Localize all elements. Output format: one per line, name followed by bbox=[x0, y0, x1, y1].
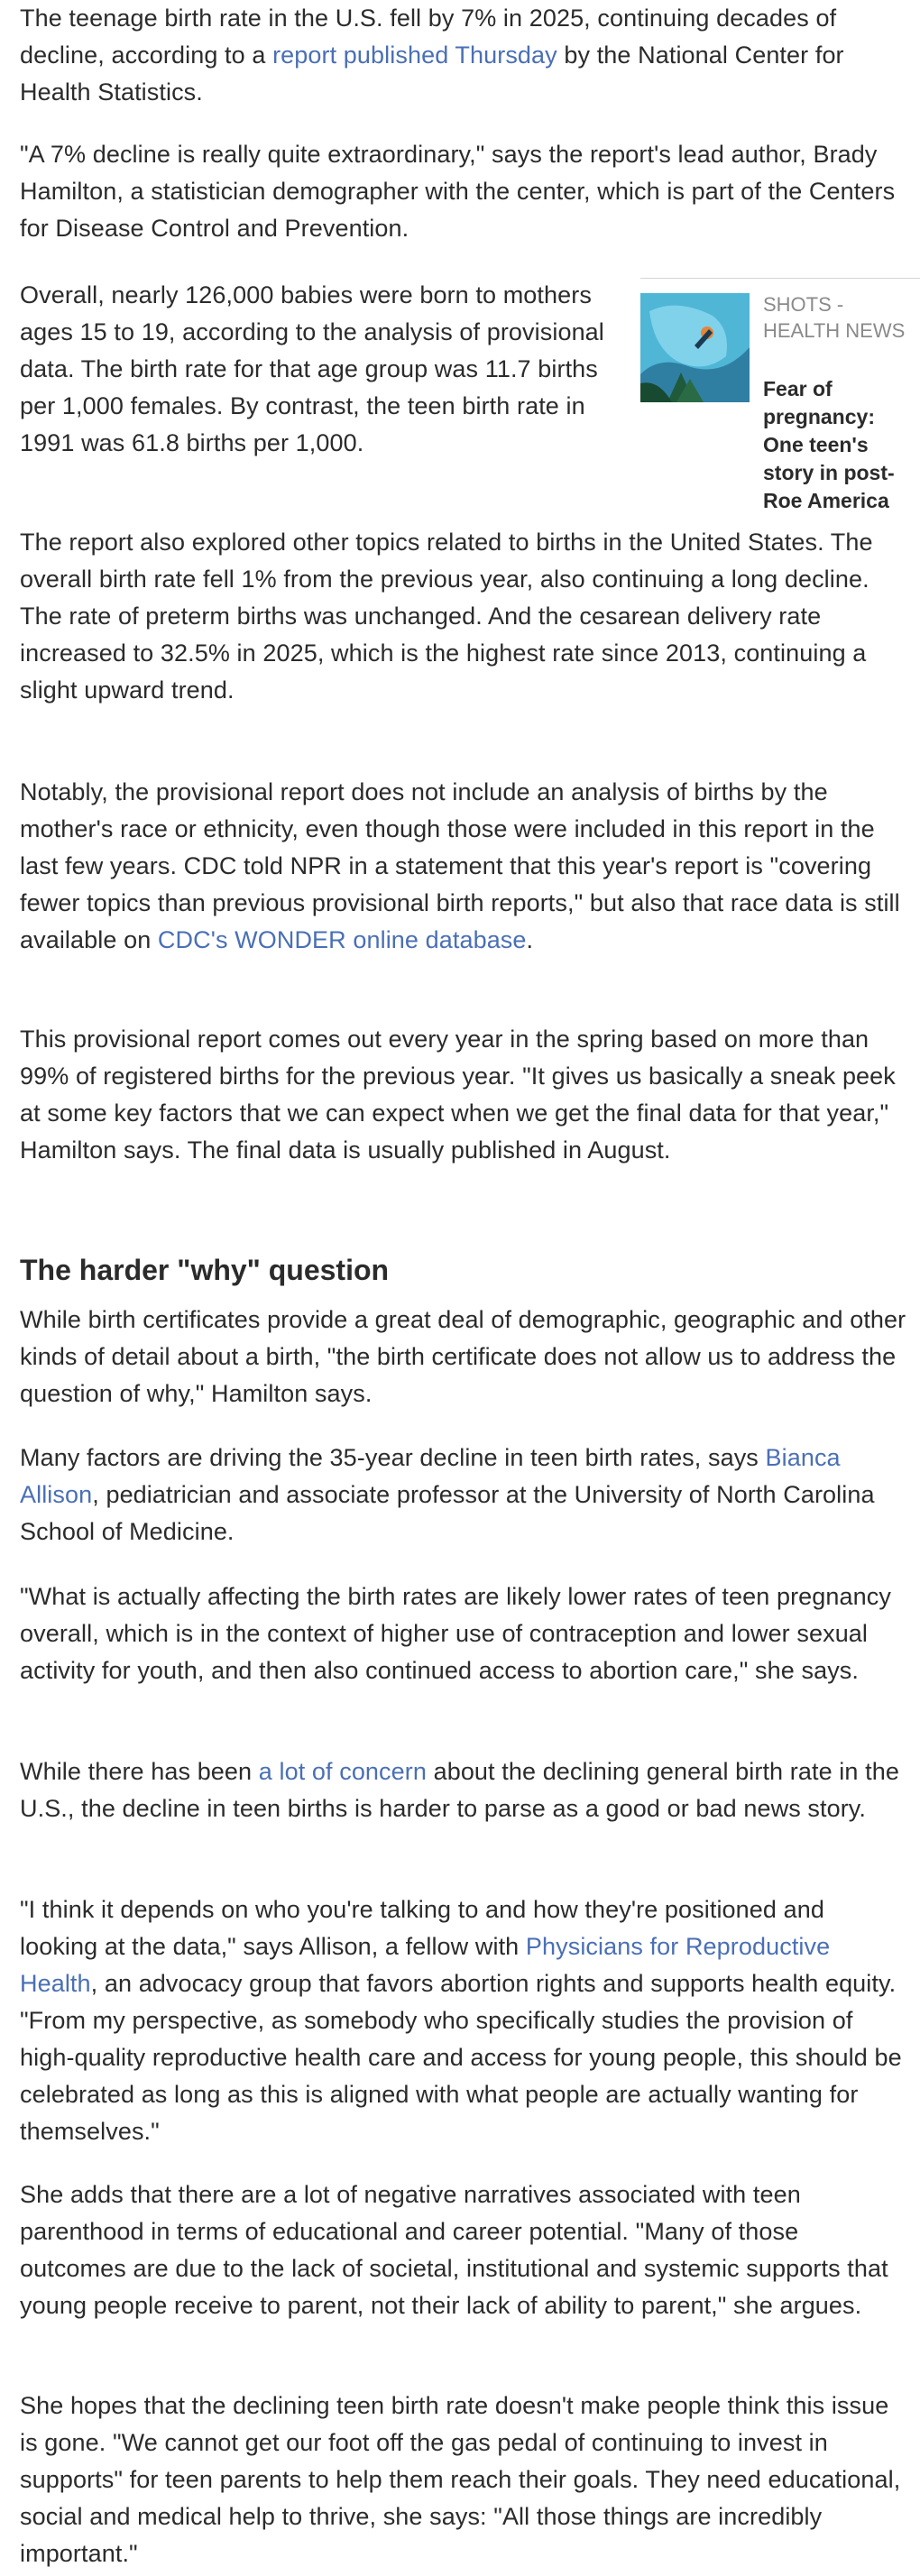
cdc-wonder-link[interactable]: CDC's WONDER online database bbox=[157, 926, 527, 953]
related-story-category[interactable]: SHOTS - HEALTH NEWS bbox=[763, 293, 906, 342]
paragraph-7: While birth certificates provide a great deal of demographic, geographic and other kinds of detail about a birth, "the birth certificate does not allow us to address the question of why," Hamilton says. bbox=[20, 1306, 906, 1407]
paragraph-8: Many factors are driving the 35-year decline in teen birth rates, says Bianca Allison, pediatrician and associate professor at the University of North Carolina School of Medicine. bbox=[20, 1444, 875, 1545]
paragraph-1: The teenage birth rate in the U.S. fell by 7% in 2025, continuing decades of decline, according to a report published Thursday by the National Center for Health Statistics. bbox=[20, 5, 844, 106]
paragraph-5: Notably, the provisional report does not include an analysis of births by the mother's race or ethnicity, even though those were included in this report in the last few years. CDC told NPR in a statement that this year's report is "covering fewer topics than previous provisional birth reports," but also that race data is still available on CDC's WONDER online database. bbox=[20, 778, 900, 953]
paragraph-11: "I think it depends on who you're talking to and how they're positioned and looking at the data," says Allison, a fellow with Physicians for Reproductive Health, an advocacy group that favors abortion rights and supports health equity. "From my perspective, as somebody who specifically studies the provision of high-quality reproductive health care and access for young people, this should be celebrated as long as this is aligned with what people are actually wanting for themselves." bbox=[20, 1896, 902, 2145]
paragraph-13: She hopes that the declining teen birth rate doesn't make people think this issue is gone. "We cannot get our foot off the gas pedal of continuing to invest in supports" for teen parents to help them reach their goals. They need educational, social and medical help to thrive, she says: "All those things are incredibly important." bbox=[20, 2392, 901, 2567]
paragraph-6: This provisional report comes out every year in the spring based on more than 99% of registered births for the previous year. "It gives us basically a sneak peek at some key factors that we can expect when we get the final data for that year," Hamilton says. The final data is usually published in August. bbox=[20, 1026, 896, 1164]
concern-link[interactable]: a lot of concern bbox=[258, 1758, 427, 1785]
teen-illustration-icon bbox=[640, 293, 750, 402]
related-story-card[interactable] bbox=[640, 278, 920, 522]
paragraph-9: "What is actually affecting the birth rates are likely lower rates of teen pregnancy overall, which is in the context of higher use of contraception and lower sexual activity for youth, and then also continued access to abortion care," she says. bbox=[20, 1583, 891, 1684]
paragraph-10: While there has been a lot of concern about the declining general birth rate in the U.S., the decline in teen births is harder to parse as a good or bad news story. bbox=[20, 1758, 899, 1822]
paragraph-3: Overall, nearly 126,000 babies were born to mothers ages 15 to 19, according to the analysis of provisional data. The birth rate for that age group was 11.7 births per 1,000 females. By contrast, the teen birth rate in 1991 was 61.8 births per 1,000. bbox=[20, 281, 604, 456]
paragraph-12: She adds that there are a lot of negative narratives associated with teen parenthood in terms of educational and career potential. "Many of those outcomes are due to the lack of societal, institutional and systemic supports that young people receive to parent, not their lack of ability to parent," she argues. bbox=[20, 2181, 888, 2319]
physicians-link[interactable]: Physicians for Reproductive Health bbox=[20, 1933, 831, 1997]
paragraph-4: The report also explored other topics related to births in the United States. The overall birth rate fell 1% from the previous year, also continuing a long decline. The rate of preterm births was unchanged. And the cesarean delivery rate increased to 32.5% in 2025, which is the highest rate since 2013, continuing a slight upward trend. bbox=[20, 529, 873, 704]
paragraph-2: "A 7% decline is really quite extraordinary," says the report's lead author, Brady Hamilton, a statistician demographer with the center, which is part of the Centers for Disease Control and Prevention. bbox=[20, 141, 896, 242]
related-story-thumbnail[interactable] bbox=[640, 293, 750, 402]
bianca-allison-link[interactable]: Bianca Allison bbox=[20, 1444, 841, 1508]
section-heading: The harder "why" question bbox=[20, 1254, 390, 1286]
related-story-title[interactable]: Fear of pregnancy: One teen's story in post-Roe America bbox=[763, 377, 895, 512]
report-link[interactable]: report published Thursday bbox=[272, 41, 557, 69]
